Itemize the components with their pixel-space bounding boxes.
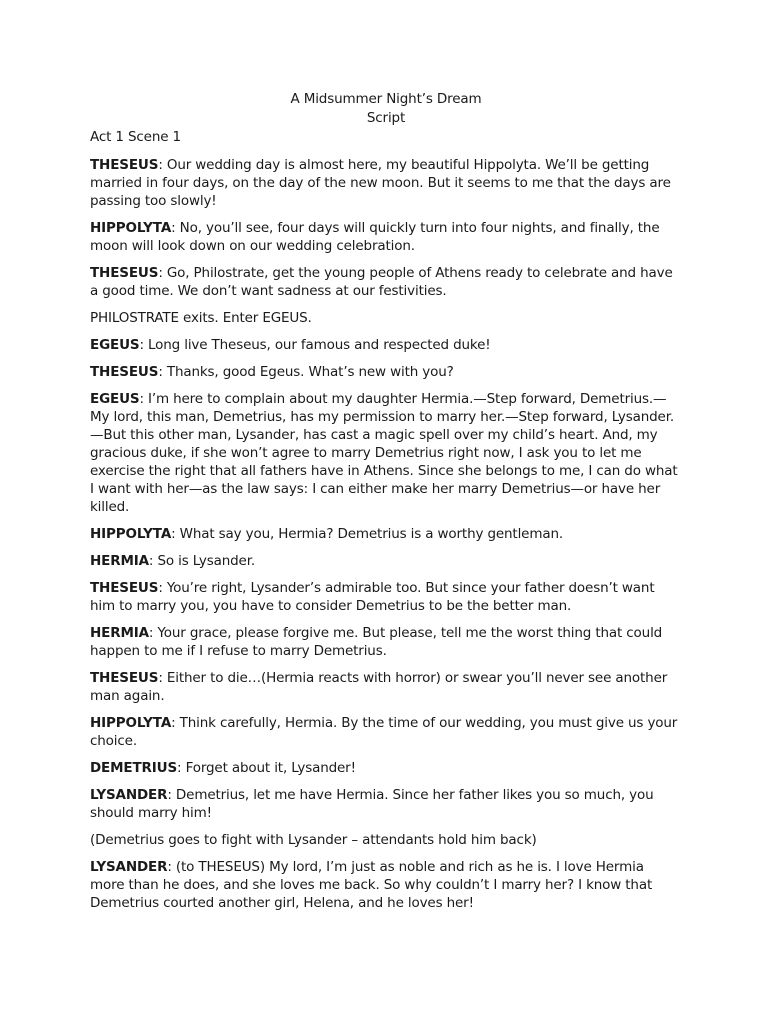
dialogue-paragraph xyxy=(90,264,682,300)
speaker-name: THESEUS xyxy=(90,670,159,686)
paragraph-text: : Forget about it, Lysander! xyxy=(177,760,356,776)
paragraph-text: : Long live Theseus, our famous and respected duke! xyxy=(139,337,491,353)
title-block xyxy=(90,90,682,128)
paragraph-text: : Thanks, good Egeus. What’s new with you? xyxy=(158,364,454,380)
stage-direction xyxy=(90,831,682,849)
script-body xyxy=(90,156,682,912)
dialogue-paragraph xyxy=(90,669,682,705)
paragraph-text: PHILOSTRATE exits. Enter EGEUS. xyxy=(90,310,312,326)
dialogue-paragraph xyxy=(90,786,682,822)
speaker-name: EGEUS xyxy=(90,391,140,407)
paragraph-text: : Go, Philostrate, get the young people of Athens ready to celebrate and have a good time. We don’t want sadness at our festivities. xyxy=(90,265,673,299)
speaker-name: HERMIA xyxy=(90,553,149,569)
speaker-name: EGEUS xyxy=(90,337,140,353)
speaker-name: HIPPOLYTA xyxy=(90,715,172,731)
dialogue-paragraph xyxy=(90,336,682,354)
dialogue-paragraph xyxy=(90,552,682,570)
speaker-name: THESEUS xyxy=(90,580,159,596)
paragraph-text: : You’re right, Lysander’s admirable too. But since your father doesn’t want him to marry you, you have to consider Demetrius to be the better man. xyxy=(90,580,655,614)
dialogue-paragraph xyxy=(90,390,682,516)
dialogue-paragraph xyxy=(90,759,682,777)
dialogue-paragraph xyxy=(90,624,682,660)
stage-direction xyxy=(90,309,682,327)
paragraph-text: : Think carefully, Hermia. By the time of our wedding, you must give us your choice. xyxy=(90,715,678,749)
speaker-name: DEMETRIUS xyxy=(90,760,178,776)
speaker-name: THESEUS xyxy=(90,364,159,380)
paragraph-text: : Your grace, please forgive me. But please, tell me the worst thing that could happen to me if I refuse to marry Demetrius. xyxy=(90,625,663,659)
document-subtitle: Script xyxy=(366,110,406,126)
document-title: A Midsummer Night’s Dream xyxy=(290,91,482,107)
paragraph-text: : Our wedding day is almost here, my beautiful Hippolyta. We’ll be getting married in four days, on the day of the new moon. But it seems to me that the days are passing too slowly! xyxy=(90,157,671,209)
speaker-name: LYSANDER xyxy=(90,859,168,875)
paragraph-text: : No, you’ll see, four days will quickly turn into four nights, and finally, the moon will look down on our wedding celebration. xyxy=(90,220,660,254)
dialogue-paragraph xyxy=(90,714,682,750)
scene-heading: Act 1 Scene 1 xyxy=(90,129,181,145)
speaker-name: THESEUS xyxy=(90,265,159,281)
dialogue-paragraph xyxy=(90,219,682,255)
paragraph-text: : So is Lysander. xyxy=(148,553,256,569)
dialogue-paragraph xyxy=(90,858,682,912)
speaker-name: HERMIA xyxy=(90,625,149,641)
dialogue-paragraph xyxy=(90,525,682,543)
speaker-name: LYSANDER xyxy=(90,787,168,803)
speaker-name: HIPPOLYTA xyxy=(90,220,172,236)
paragraph-text: : (to THESEUS) My lord, I’m just as noble and rich as he is. I love Hermia more than he does, and she loves me back. So why couldn’t I marry her? I know that Demetrius courted another girl, Helena, and he loves her! xyxy=(90,859,653,911)
paragraph-text: : Demetrius, let me have Hermia. Since her father likes you so much, you should marry him! xyxy=(90,787,654,821)
paragraph-text: (Demetrius goes to fight with Lysander – attendants hold him back) xyxy=(90,832,537,848)
paragraph-text: : Either to die…(Hermia reacts with horror) or swear you’ll never see another man again. xyxy=(90,670,668,704)
speaker-name: HIPPOLYTA xyxy=(90,526,172,542)
dialogue-paragraph xyxy=(90,579,682,615)
paragraph-text: : What say you, Hermia? Demetrius is a worthy gentleman. xyxy=(171,526,564,542)
speaker-name: THESEUS xyxy=(90,157,159,173)
paragraph-text: : I’m here to complain about my daughter Hermia.—Step forward, Demetrius.— My lord, this man, Demetrius, has my permission to marry her.—Step forward, Lysander.—But this other man, Lysander, has cast a magic spell over my child’s heart. And, my gracious duke, if she won’t agree to marry Demetrius right now, I ask you to let me exercise the right that all fathers have in Athens. Since she belongs to me, I can do what I want with her—as the law says: I can either make her marry Demetrius—or have her killed. xyxy=(90,391,678,515)
document-page xyxy=(90,90,682,921)
dialogue-paragraph xyxy=(90,156,682,210)
dialogue-paragraph xyxy=(90,363,682,381)
